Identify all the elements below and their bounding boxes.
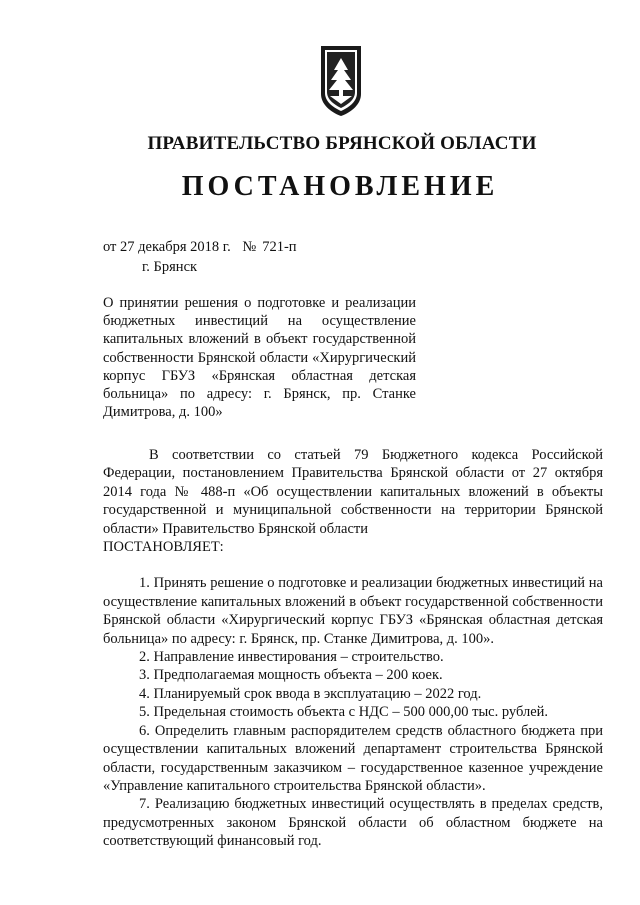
document-number: 721-п bbox=[262, 239, 297, 255]
preamble-paragraph: В соответствии со статьей 79 Бюджетного кодекса Российской Федерации, постановлением Правительства Брянской области от 27 октября 2014 года № 488-п «Об осуществлении капитальных вложений в объекты государственной и муниципальной собственности на территории Брянской области» Правительство Брянской области bbox=[103, 447, 603, 537]
number-sign: № bbox=[242, 239, 257, 255]
decree-verb: ПОСТАНОВЛЯЕТ: bbox=[103, 539, 224, 556]
date-prefix: от bbox=[103, 239, 117, 255]
document-date: 27 декабря 2018 г. bbox=[120, 239, 231, 255]
decree-item-1: 1. Принять решение о подготовке и реализации бюджетных инвестиций на осуществление капитальных вложений в объект государственной собственности Брянской области «Хирургический корпус ГБУЗ «Брянская областная детская больница» по адресу: г. Брянск, пр. Станке Димитрова, д. 100». bbox=[103, 575, 603, 647]
organization-title: ПРАВИТЕЛЬСТВО БРЯНСКОЙ ОБЛАСТИ bbox=[147, 133, 537, 154]
decree-item-6: 6. Определить главным распорядителем средств областного бюджета при осуществлении капитальных вложений департамент строительства Брянской области, государственным заказчиком – государственное казенное учреждение «Управление капитального строительства Брянской области». bbox=[103, 722, 603, 794]
document-body bbox=[103, 446, 603, 851]
decree-item-4: 4. Планируемый срок ввода в эксплуатацию – 2022 год. bbox=[139, 685, 482, 702]
decree-item-5: 5. Предельная стоимость объекта с НДС – 500 000,00 тыс. рублей. bbox=[139, 704, 549, 721]
decree-item-7: 7. Реализацию бюджетных инвестиций осуществлять в пределах средств, предусмотренных законом Брянской области об областном бюджете на соответствующий финансовый год. bbox=[103, 796, 603, 850]
document-city: г. Брянск bbox=[142, 259, 198, 275]
decree-item-2: 2. Направление инвестирования – строительство. bbox=[139, 649, 444, 666]
document-subject: О принятии решения о подготовке и реализации бюджетных инвестиций на осуществление капитальных вложений в объект государственной собственности Брянской области «Хирургический корпус ГБУЗ «Брянская областная детская больница» по адресу: г. Брянск, пр. Станке Димитрова, д. 100» bbox=[103, 295, 416, 421]
date-number-line bbox=[103, 239, 297, 256]
decree-item-3: 3. Предполагаемая мощность объекта – 200 коек. bbox=[139, 667, 443, 684]
document-type-title: ПОСТАНОВЛЕНИЕ bbox=[181, 171, 499, 202]
bryansk-coat-of-arms-icon bbox=[318, 44, 364, 118]
